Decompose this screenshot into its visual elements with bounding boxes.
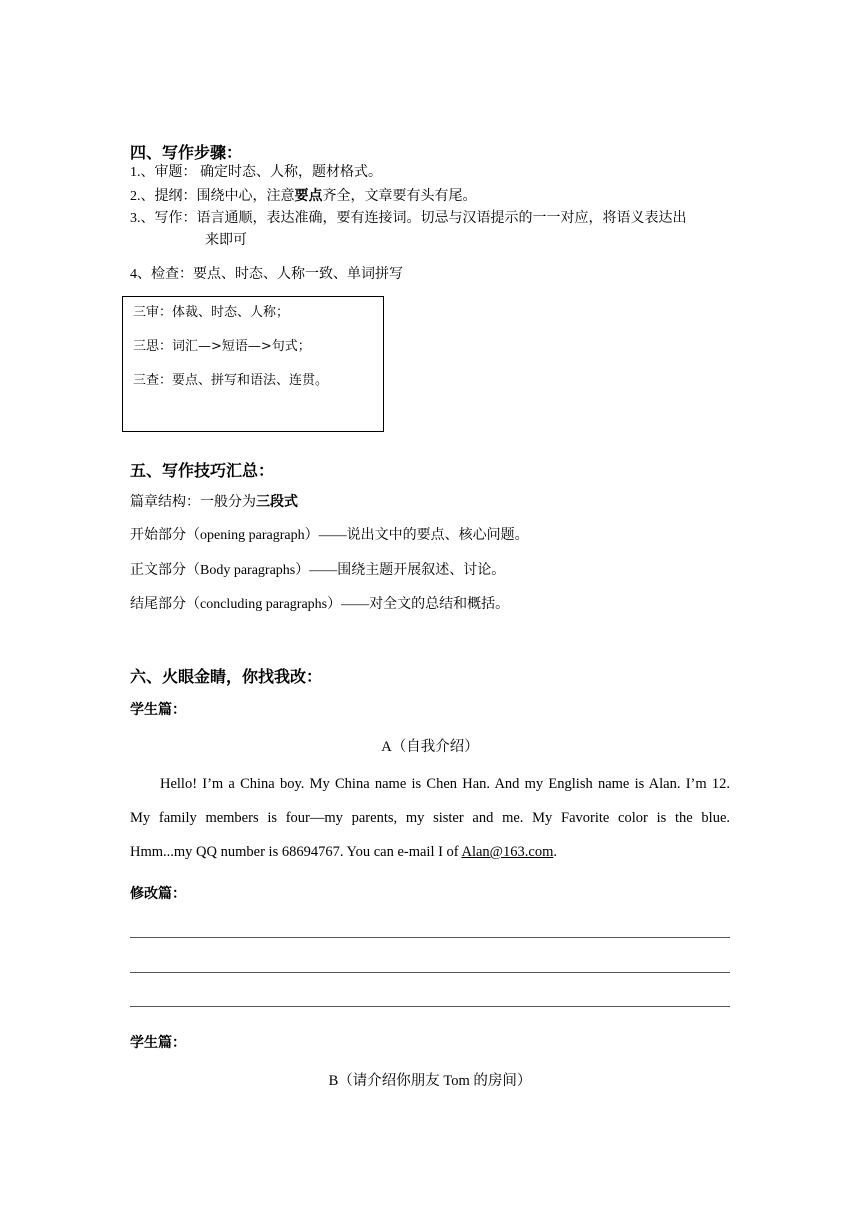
body-line: 正文部分（Body paragraphs）——围绕主题开展叙述、讨论。 xyxy=(130,563,506,578)
section5-heading: 五、写作技巧汇总： xyxy=(130,461,275,480)
summary-line-1: 三审：体裁、时态、人称； xyxy=(133,305,290,320)
step-1: 1.、审题： 确定时态、人称，题材格式。 xyxy=(130,165,382,180)
structure-text: 篇章结构：一般分为 xyxy=(130,495,256,510)
essay-b-title: B（请介绍你朋友 Tom 的房间） xyxy=(328,1073,532,1089)
ending-line: 结尾部分（concluding paragraphs）——对全文的总结和概括。 xyxy=(130,597,510,612)
essay-a-text xyxy=(130,767,730,869)
email-link[interactable]: Alan@163.com xyxy=(461,844,554,860)
step-4: 4、检查：要点、时态、人称一致、单词拼写 xyxy=(130,267,403,282)
step-2-bold: 要点 xyxy=(294,188,323,204)
essay-a-line-3-text: Hmm...my QQ number is 68694767. You can e-mail I of xyxy=(130,844,462,860)
step-3-continued: 来即可 xyxy=(205,233,247,248)
essay-a-line-1: Hello! I’m a China boy. My China name is Chen Han. And my English name is Alan. I’m 12. xyxy=(160,776,730,792)
answer-line-1 xyxy=(130,937,730,938)
opening-line: 开始部分（opening paragraph）——说出文中的要点、核心问题。 xyxy=(130,528,529,543)
step-2 xyxy=(130,187,477,206)
essay-a-line-3 xyxy=(130,835,730,869)
step-3: 3.、写作：语言通顺，表达准确，要有连接词。切忌与汉语提示的一一对应，将语义表达出 xyxy=(130,211,687,226)
structure-line xyxy=(130,493,298,512)
step-2-text-a: 2.、提纲：围绕中心，注意 xyxy=(130,189,295,204)
section6-heading: 六、火眼金睛，你找我改： xyxy=(130,667,323,686)
answer-line-3 xyxy=(130,1006,730,1007)
essay-a-line-3-end: . xyxy=(553,844,557,860)
section4-heading: 四、写作步骤： xyxy=(130,143,243,162)
answer-line-2 xyxy=(130,972,730,973)
revise-label: 修改篇： xyxy=(130,886,186,902)
essay-a-title: A（自我介绍） xyxy=(381,739,479,755)
summary-line-2: 三思：词汇—>短语—>句式； xyxy=(133,339,311,354)
summary-box xyxy=(122,296,384,432)
essay-a-line-2: My family members is four—my parents, my sister and me. My Favorite color is the blue. xyxy=(130,810,730,826)
step-2-text-b: 齐全，文章要有头有尾。 xyxy=(322,189,477,204)
student-label-2: 学生篇： xyxy=(130,1035,186,1051)
structure-bold: 三段式 xyxy=(256,494,298,510)
summary-line-3: 三查：要点、拼写和语法、连贯。 xyxy=(133,373,329,388)
student-label: 学生篇： xyxy=(130,702,186,718)
